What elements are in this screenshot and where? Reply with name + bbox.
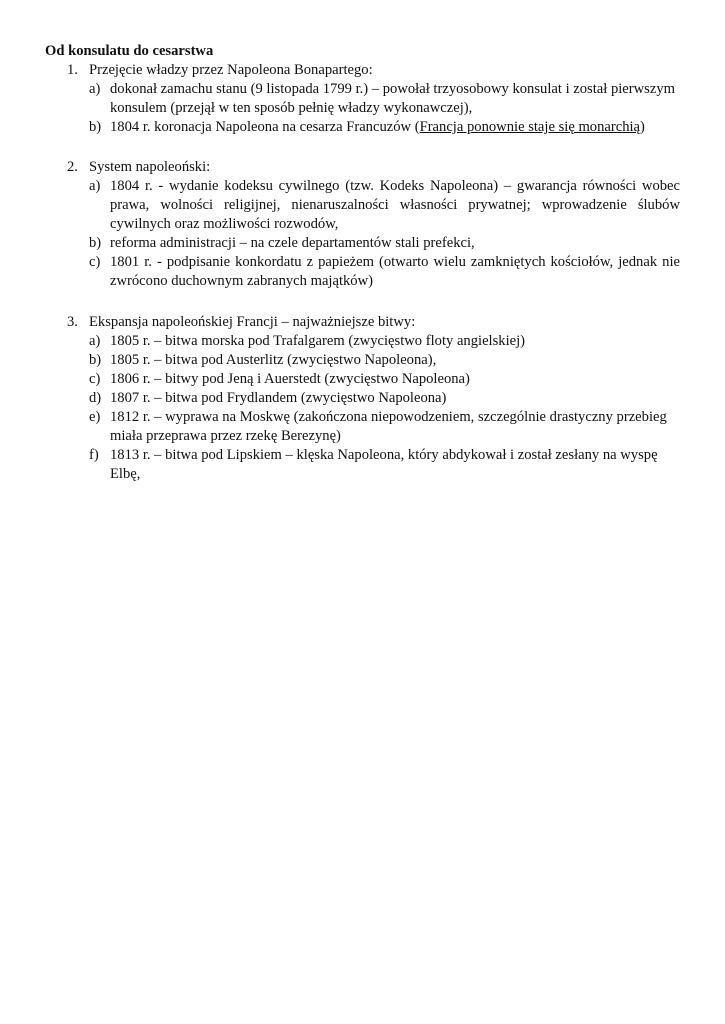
- document-title: Od konsulatu do cesarstwa: [45, 43, 214, 59]
- list-item: [0, 351, 725, 370]
- section-number: 1.: [67, 62, 78, 78]
- list-item-letter: f): [89, 447, 99, 463]
- section-heading-text: System napoleoński:: [89, 159, 211, 175]
- list-item-text: 1807 r. – bitwa pod Frydlandem (zwycięstwo Napoleona): [110, 390, 447, 406]
- list-item-text: 1804 r. - wydanie kodeksu cywilnego (tzw. Kodeks Napoleona) – gwarancja równości wobec prawa, wolności religijnej, nienaruszalności własności prywatnej; wprowadzenie ślubów cywilnych oraz możliwości rozwodów,: [110, 178, 680, 232]
- list-item-text: 1801 r. - podpisanie konkordatu z papieżem (otwarto wielu zamkniętych kościołów, jednak nie zwrócono duchownym zabranych majątków): [110, 254, 680, 289]
- list-item: [0, 408, 725, 446]
- list-item-text: reforma administracji – na czele departamentów stali prefekci,: [110, 235, 475, 251]
- section-3: [0, 313, 725, 484]
- section-2: [0, 158, 725, 291]
- list-item-text: 1812 r. – wyprawa na Moskwę (zakończona niepowodzeniem, szczególnie drastyczny przebieg miała przeprawa przez rzekę Berezynę): [110, 409, 667, 444]
- section-heading-text: Przejęcie władzy przez Napoleona Bonapartego:: [89, 62, 373, 78]
- section-number: 2.: [67, 159, 78, 175]
- section-heading: [0, 158, 725, 177]
- list-item-letter: d): [89, 390, 102, 406]
- list-item-letter: c): [89, 371, 101, 387]
- list-item-text: 1806 r. – bitwy pod Jeną i Auerstedt (zwycięstwo Napoleona): [110, 371, 470, 387]
- list-item-letter: c): [89, 254, 101, 270]
- list-item-letter: b): [89, 119, 102, 135]
- list-item: [0, 80, 725, 118]
- list-item-letter: b): [89, 235, 102, 251]
- section-heading: [0, 61, 725, 80]
- section-1: [0, 61, 725, 137]
- list-item-letter: a): [89, 81, 101, 97]
- list-item-text-end: ): [640, 119, 645, 135]
- section-heading-text: Ekspansja napoleońskiej Francji – najważniejsze bitwy:: [89, 314, 416, 330]
- list-item: [0, 177, 725, 234]
- list-item-text: 1813 r. – bitwa pod Lipskiem – klęska Napoleona, który abdykował i został zesłany na wyspę Elbę,: [110, 447, 658, 482]
- list-item-text-main: 1804 r. koronacja Napoleona na cesarza Francuzów (: [110, 119, 420, 135]
- list-item-text: 1805 r. – bitwa pod Austerlitz (zwycięstwo Napoleona),: [110, 352, 437, 368]
- list-item-text: [110, 118, 680, 137]
- section-number: 3.: [67, 314, 78, 330]
- underlined-emphasis: Francja ponownie staje się monarchią: [419, 119, 641, 135]
- list-item-letter: b): [89, 352, 102, 368]
- list-item: [0, 118, 725, 137]
- list-item: [0, 234, 725, 253]
- list-item: [0, 253, 725, 291]
- list-item-text: dokonał zamachu stanu (9 listopada 1799 r.) – powołał trzyosobowy konsulat i został pierwszym konsulem (przejął w ten sposób pełnię władzy wykonawczej),: [110, 81, 675, 116]
- list-item: [0, 389, 725, 408]
- list-item-letter: a): [89, 178, 101, 194]
- section-heading: [0, 313, 725, 332]
- list-item: [0, 446, 725, 484]
- list-item-letter: a): [89, 333, 101, 349]
- list-item-letter: e): [89, 409, 101, 425]
- list-item: [0, 370, 725, 389]
- list-item-text: 1805 r. – bitwa morska pod Trafalgarem (zwycięstwo floty angielskiej): [110, 333, 526, 349]
- list-item: [0, 332, 725, 351]
